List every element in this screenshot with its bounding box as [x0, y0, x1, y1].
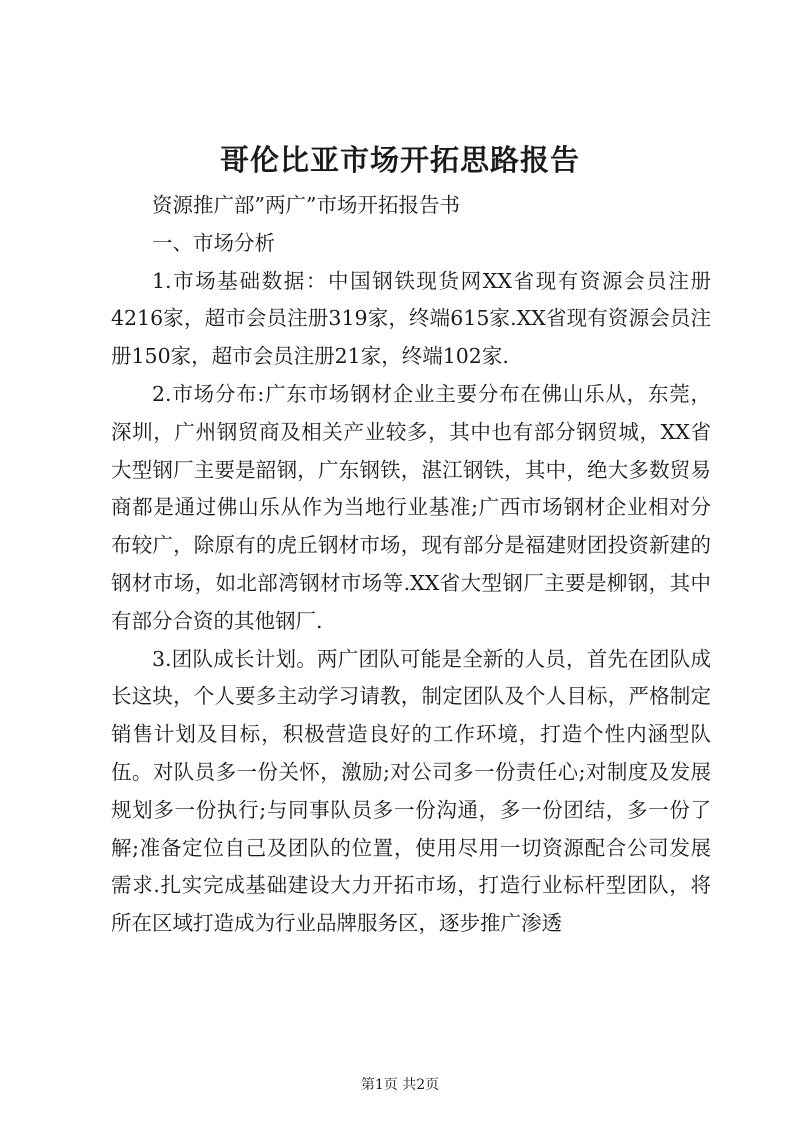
paragraph-section-heading: 一、市场分析	[152, 230, 275, 255]
page-footer: 第1页 共2页	[360, 1077, 440, 1093]
paragraph-market-data: 1.市场基础数据：中国钢铁现货网XX省现有资源会员注册4216家，超市会员注册319家，终端615家.XX省现有资源会员注册150家，超市会员注册21家，终端102家.	[111, 268, 711, 369]
paragraph-market-distribution: 2.市场分布:广东市场钢材企业主要分布在佛山乐从，东莞，深圳，广州钢贸商及相关产业较多，其中也有部分钢贸城，XX省大型钢厂主要是韶钢，广东钢铁，湛江钢铁，其中，绝大多数贸易商都是通过佛山乐从作为当地行业基准;广西市场钢材企业相对分布较广，除原有的虎丘钢材市场，现有部分是福建财团投资新建的钢材市场，如北部湾钢材市场等.XX省大型钢厂主要是柳钢，其中有部分合资的其他钢厂.	[111, 381, 711, 633]
page-title: 哥伦比亚市场开拓思路报告	[219, 143, 580, 177]
paragraph-subtitle: 资源推广部”两广”市场开拓报告书	[152, 193, 460, 217]
paragraph-team-plan: 3.团队成长计划。两广团队可能是全新的人员，首先在团队成长这块，个人要多主动学习请教，制定团队及个人目标，严格制定销售计划及目标，积极营造良好的工作环境，打造个性内涵型队伍。对队员多一份关怀，激励;对公司多一份责任心;对制度及发展规划多一份执行;与同事队员多一份沟通，多一份团结，多一份了解;准备定位自己及团队的位置，使用尽用一切资源配合公司发展需求.扎实完成基础建设大力开拓市场，打造行业标杆型团队，将所在区域打造成为行业品牌服务区，逐步推广渗透	[111, 646, 711, 936]
document-body	[111, 187, 711, 943]
